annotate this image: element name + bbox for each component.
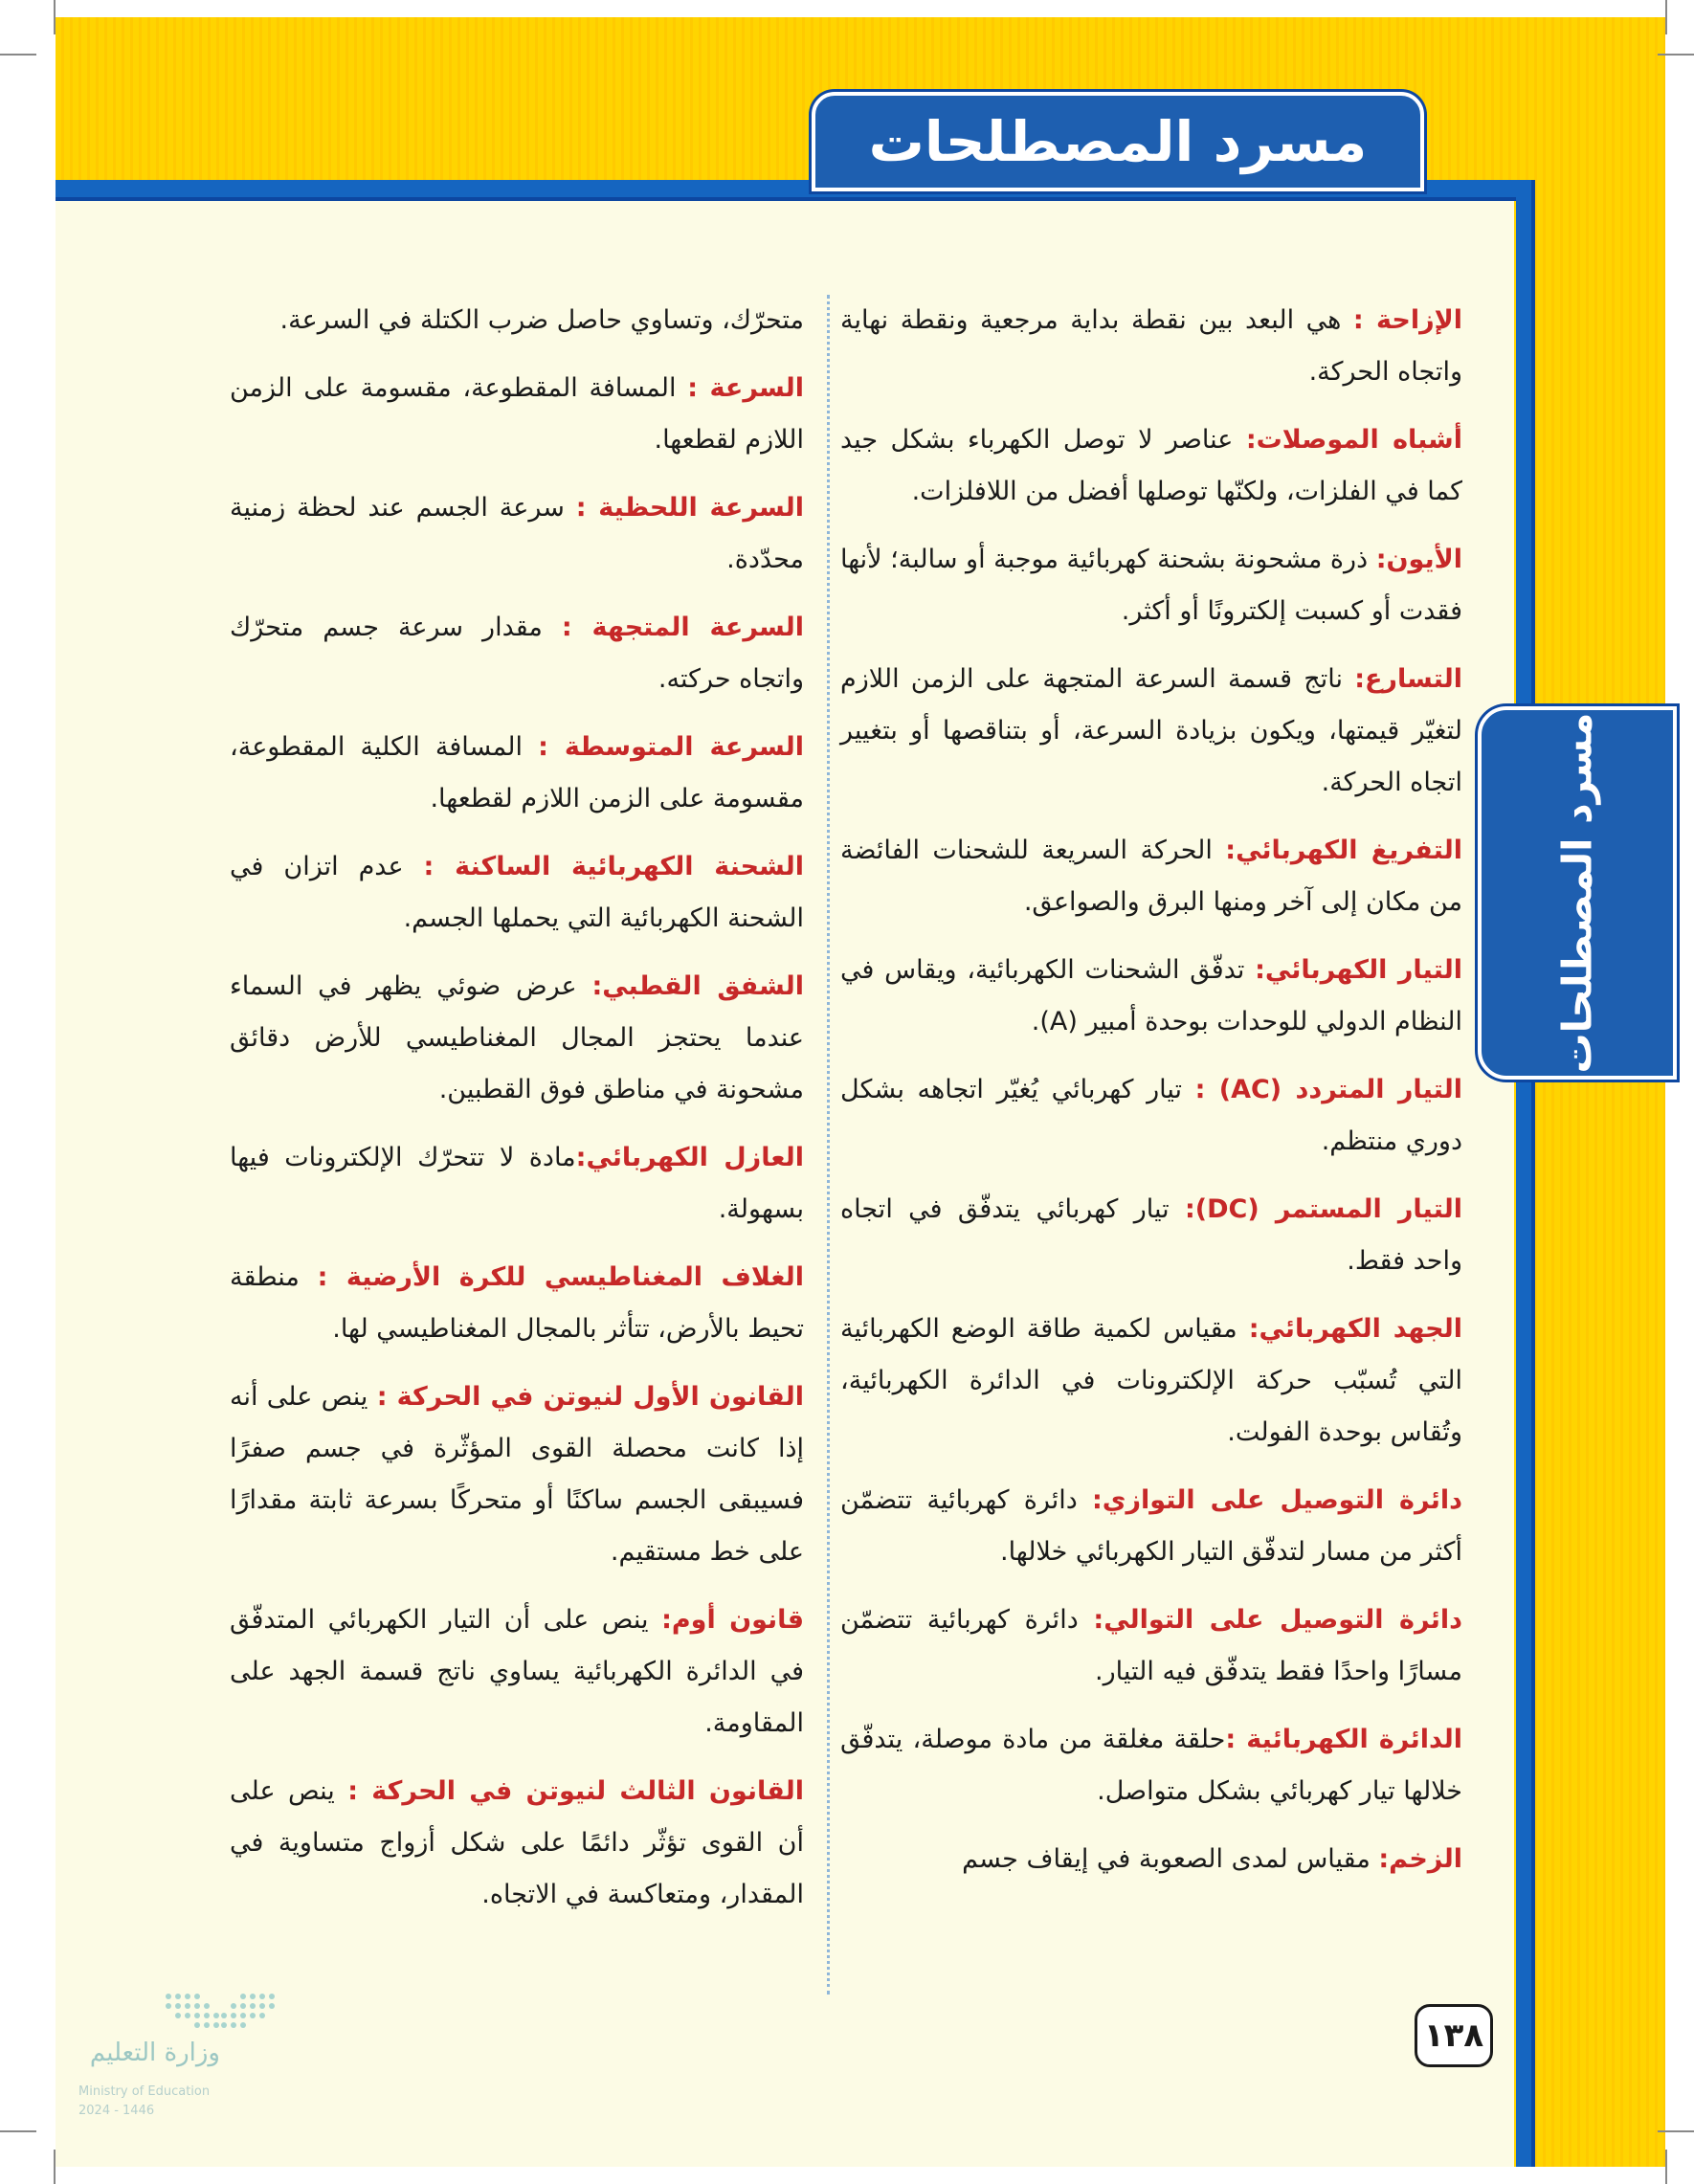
glossary-entry xyxy=(840,414,1462,518)
glossary-right-column xyxy=(840,295,1462,1902)
glossary-definition: سرعة الجسم عند لحظة زمنية محدّدة. xyxy=(230,493,804,574)
glossary-definition: دائرة كهربائية تتضمّن مسارًا واحدًا فقط يتدفّق فيه التيار. xyxy=(840,1605,1462,1686)
crop-mark xyxy=(54,0,56,34)
glossary-term: التفريغ الكهربائي: xyxy=(1225,836,1462,865)
crop-mark xyxy=(54,2150,56,2184)
ministry-dots-icon xyxy=(163,1991,278,2033)
glossary-term: القانون الثالث لنيوتن في الحركة : xyxy=(347,1776,804,1806)
blue-side-bar xyxy=(1516,180,1531,2167)
crop-mark xyxy=(0,54,36,56)
glossary-entry xyxy=(230,841,804,945)
glossary-entry xyxy=(840,1834,1462,1885)
glossary-definition: ينص على أن القوى تؤثّر دائمًا على شكل أزواج متساوية في المقدار، ومتعاكسة في الاتجاه. xyxy=(230,1776,804,1909)
glossary-definition: ناتج قسمة السرعة المتجهة على الزمن اللازم لتغيّر قيمتها، ويكون بزيادة السرعة، أو بتناقصها أو بتغيير اتجاه الحركة. xyxy=(840,664,1462,797)
crop-mark xyxy=(1665,0,1667,34)
glossary-definition: عدم اتزان في الشحنة الكهربائية التي يحملها الجسم. xyxy=(230,852,804,933)
glossary-entry xyxy=(840,1184,1462,1287)
glossary-definition: تدفّق الشحنات الكهربائية، ويقاس في النظام الدولي للوحدات بوحدة أمبير (A). xyxy=(840,955,1462,1036)
glossary-entry xyxy=(840,654,1462,809)
glossary-entry xyxy=(840,945,1462,1048)
glossary-term: التيار الكهربائي: xyxy=(1255,955,1462,985)
glossary-entry xyxy=(230,1371,804,1578)
glossary-entry xyxy=(230,1132,804,1236)
glossary-term: الغلاف المغناطيسي للكرة الأرضية : xyxy=(317,1262,804,1292)
glossary-entry xyxy=(840,1594,1462,1698)
crop-mark xyxy=(0,2130,36,2132)
glossary-term: دائرة التوصيل على التوازي: xyxy=(1091,1485,1462,1515)
ministry-logo xyxy=(77,1991,316,2118)
glossary-term: السرعة : xyxy=(687,373,804,403)
crop-mark xyxy=(1665,2150,1667,2184)
side-tab-label: مسرد المصطلحات xyxy=(1553,712,1601,1074)
glossary-term: الدائرة الكهربائية : xyxy=(1225,1725,1462,1754)
glossary-definition: عناصر لا توصل الكهرباء بشكل جيد كما في الفلزات، ولكنّها توصلها أفضل من اللافلزات. xyxy=(840,425,1462,506)
glossary-term: الجهد الكهربائي: xyxy=(1248,1314,1463,1344)
glossary-term: السرعة اللحظية : xyxy=(575,493,804,523)
glossary-definition: مقياس لكمية طاقة الوضع الكهربائية التي تُسبّب حركة الإلكترونات في الدائرة الكهربائية، وتُقاس بوحدة الفولت. xyxy=(840,1314,1462,1447)
glossary-entry xyxy=(230,602,804,705)
glossary-term: الشحنة الكهربائية الساكنة : xyxy=(423,852,804,881)
glossary-definition: مادة لا تتحرّك الإلكترونات فيها بسهولة. xyxy=(230,1143,804,1224)
glossary-definition: مقياس لمدى الصعوبة في إيقاف جسم xyxy=(962,1844,1379,1874)
page-title: مسرد المصطلحات xyxy=(868,109,1368,174)
glossary-entry xyxy=(840,534,1462,637)
glossary-entry xyxy=(230,722,804,825)
glossary-term: الزخم: xyxy=(1378,1844,1462,1874)
glossary-entry xyxy=(840,1714,1462,1817)
glossary-entry xyxy=(230,961,804,1116)
glossary-definition: عرض ضوئي يظهر في السماء عندما يحتجز المجال المغناطيسي للأرض دقائق مشحونة في مناطق فوق القطبين. xyxy=(230,971,804,1104)
glossary-entry xyxy=(840,1064,1462,1168)
glossary-term: العازل الكهربائي: xyxy=(575,1143,804,1172)
glossary-entry xyxy=(230,1766,804,1921)
glossary-term: التيار المتردد (AC) : xyxy=(1194,1075,1463,1104)
glossary-entry xyxy=(230,363,804,466)
glossary-definition: ذرة مشحونة بشحنة كهربائية موجبة أو سالبة؛ لأنها فقدت أو كسبت إلكترونًا أو أكثر. xyxy=(840,545,1462,626)
glossary-term: السرعة المتجهة : xyxy=(561,613,804,642)
glossary-term: السرعة المتوسطة : xyxy=(538,732,805,762)
glossary-term: التيار المستمر (DC): xyxy=(1184,1194,1462,1224)
ministry-name-arabic: وزارة التعليم xyxy=(89,2039,220,2067)
page-number: ١٣٨ xyxy=(1415,2004,1493,2067)
glossary-definition: دائرة كهربائية تتضمّن أكثر من مسار لتدفّق التيار الكهربائي خلالها. xyxy=(840,1485,1462,1567)
glossary-definition: ينص على أن التيار الكهربائي المتدفّق في الدائرة الكهربائية يساوي ناتج قسمة الجهد على المقاومة. xyxy=(230,1605,804,1738)
title-banner xyxy=(812,92,1424,191)
glossary-term: دائرة التوصيل على التوالي: xyxy=(1093,1605,1462,1635)
glossary-definition: حلقة مغلقة من مادة موصلة، يتدفّق خلالها تيار كهربائي بشكل متواصل. xyxy=(840,1725,1462,1806)
glossary-entry xyxy=(840,825,1462,928)
glossary-entry xyxy=(230,482,804,586)
side-tab xyxy=(1478,706,1677,1080)
glossary-entry xyxy=(840,295,1462,398)
column-divider xyxy=(827,295,830,1995)
glossary-left-column xyxy=(230,295,804,1937)
crop-mark xyxy=(1658,2130,1694,2132)
glossary-definition: تيار كهربائي يُغيّر اتجاهه بشكل دوري منتظم. xyxy=(840,1075,1462,1156)
glossary-continuation: متحرّك، وتساوي حاصل ضرب الكتلة في السرعة. xyxy=(279,305,804,335)
glossary-entry xyxy=(230,1594,804,1749)
glossary-definition: المسافة الكلية المقطوعة، مقسومة على الزمن اللازم لقطعها. xyxy=(230,732,804,813)
glossary-definition: تيار كهربائي يتدفّق في اتجاه واحد فقط. xyxy=(840,1194,1462,1276)
glossary-entry xyxy=(840,1304,1462,1459)
glossary-definition: هي البعد بين نقطة بداية مرجعية ونقطة نهاية واتجاه الحركة. xyxy=(840,305,1462,387)
glossary-definition: منطقة تحيط بالأرض، تتأثر بالمجال المغناطيسي لها. xyxy=(230,1262,804,1344)
glossary-term: الشفق القطبي: xyxy=(591,971,804,1001)
glossary-term: التسارع: xyxy=(1354,664,1462,694)
glossary-term: الأيون: xyxy=(1375,545,1462,574)
glossary-term: الإزاحة : xyxy=(1352,305,1462,335)
glossary-term: أشباه الموصلات: xyxy=(1245,425,1462,455)
glossary-definition: المسافة المقطوعة، مقسومة على الزمن اللازم لقطعها. xyxy=(230,373,804,455)
glossary-definition: مقدار سرعة جسم متحرّك واتجاه حركته. xyxy=(230,613,804,694)
ministry-year: 2024 - 1446 xyxy=(78,2104,155,2118)
glossary-term: قانون أوم: xyxy=(661,1605,805,1635)
glossary-definition: الحركة السريعة للشحنات الفائضة من مكان إلى آخر ومنها البرق والصواعق. xyxy=(840,836,1462,917)
glossary-term: القانون الأول لنيوتن في الحركة : xyxy=(376,1382,804,1412)
glossary-entry xyxy=(840,1475,1462,1578)
crop-mark xyxy=(1658,54,1694,56)
glossary-definition: ينص على أنه إذا كانت محصلة القوى المؤثّرة في جسم صفرًا فسيبقى الجسم ساكنًا أو متحركًا بسرعة ثابتة مقدارًا على خط مستقيم. xyxy=(230,1382,804,1567)
ministry-name-english: Ministry of Education xyxy=(78,2084,211,2099)
glossary-entry xyxy=(230,1252,804,1355)
